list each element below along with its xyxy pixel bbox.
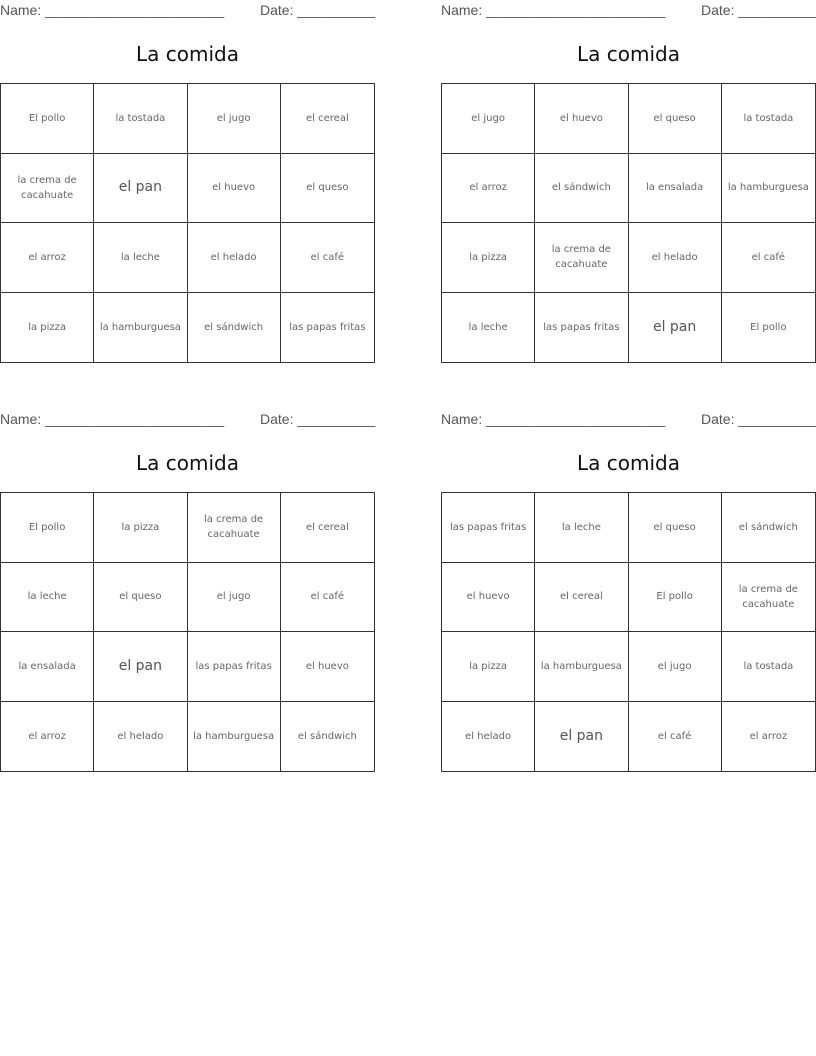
- bingo-cell: el pan: [629, 293, 722, 363]
- bingo-cell: la pizza: [1, 293, 94, 363]
- bingo-cell: las papas fritas: [535, 293, 628, 363]
- bingo-cell: la leche: [1, 563, 94, 633]
- bingo-cell: el queso: [629, 84, 722, 154]
- card-title: La comida: [577, 451, 680, 475]
- bingo-cell: el arroz: [1, 702, 94, 772]
- name-field-label: Name: _______________________: [441, 411, 666, 427]
- bingo-cell: la crema de cacahuate: [722, 563, 815, 633]
- card-title: La comida: [577, 42, 680, 66]
- name-date-row: [441, 411, 816, 429]
- bingo-cell: el sándwich: [722, 493, 815, 563]
- bingo-grid: [441, 83, 816, 363]
- bingo-cell: el arroz: [749, 730, 788, 742]
- bingo-cell: la crema de cacahuate: [188, 493, 281, 563]
- bingo-cell: El pollo: [1, 493, 94, 563]
- bingo-cell: el helado: [94, 702, 187, 772]
- date-field-label: Date: __________: [701, 2, 816, 18]
- bingo-cell: el helado: [442, 702, 535, 772]
- bingo-cell: el cereal: [535, 563, 628, 633]
- bingo-cell: el queso: [281, 154, 374, 224]
- bingo-cell: el huevo: [442, 563, 535, 633]
- bingo-cell: el cereal: [281, 84, 374, 154]
- bingo-cell: la pizza: [442, 632, 535, 702]
- bingo-cell: el sándwich: [297, 730, 357, 742]
- name-field-label: Name: _______________________: [0, 2, 225, 18]
- bingo-cell: la tostada: [722, 84, 815, 154]
- bingo-cell: el cereal: [281, 493, 374, 563]
- bingo-cell: la leche: [94, 223, 187, 293]
- bingo-cell: el arroz: [1, 223, 94, 293]
- bingo-cell: el helado: [188, 223, 281, 293]
- bingo-cell: el jugo: [188, 84, 281, 154]
- bingo-cell: la tostada: [94, 84, 187, 154]
- card-title: La comida: [136, 451, 239, 475]
- bingo-cell: el café: [722, 223, 815, 293]
- date-field-label: Date: __________: [701, 411, 816, 427]
- bingo-cell: el sándwich: [188, 293, 281, 363]
- date-field-label: Date: __________: [260, 2, 376, 18]
- bingo-cell: el helado: [629, 223, 722, 293]
- bingo-cell: la leche: [442, 293, 535, 363]
- bingo-cell: la crema de cacahuate: [535, 223, 628, 293]
- bingo-cell: la crema de cacahuate: [1, 154, 94, 224]
- bingo-cell: el pan: [535, 702, 628, 772]
- bingo-cell: la ensalada: [1, 632, 94, 702]
- bingo-grid: [441, 492, 816, 772]
- bingo-cell: el jugo: [442, 84, 535, 154]
- bingo-cell: el huevo: [535, 84, 628, 154]
- bingo-cell: la leche: [535, 493, 628, 563]
- name-date-row: [0, 2, 375, 20]
- bingo-cell: el pan: [94, 632, 187, 702]
- bingo-cell: las papas fritas: [289, 321, 366, 333]
- bingo-cell: el huevo: [281, 632, 374, 702]
- bingo-cell: El pollo: [1, 84, 94, 154]
- bingo-cell: el jugo: [629, 632, 722, 702]
- bingo-cell: El pollo: [629, 563, 722, 633]
- bingo-cell: la ensalada: [629, 154, 722, 224]
- bingo-cell: El pollo: [750, 321, 787, 333]
- bingo-cell: el arroz: [442, 154, 535, 224]
- bingo-cell: el sándwich: [535, 154, 628, 224]
- bingo-cell: el pan: [94, 154, 187, 224]
- bingo-grid: [0, 492, 375, 772]
- bingo-cell: la hamburguesa: [722, 154, 815, 224]
- bingo-cell: el café: [281, 563, 374, 633]
- bingo-grid: [0, 83, 375, 363]
- bingo-cell: la hamburguesa: [535, 632, 628, 702]
- name-date-row: [0, 411, 375, 429]
- name-field-label: Name: _______________________: [441, 2, 666, 18]
- name-field-label: Name: _______________________: [0, 411, 225, 427]
- bingo-cell: el queso: [94, 563, 187, 633]
- bingo-cell: el café: [629, 702, 722, 772]
- bingo-cell: las papas fritas: [442, 493, 535, 563]
- bingo-cell: el jugo: [188, 563, 281, 633]
- bingo-cell: la pizza: [94, 493, 187, 563]
- bingo-cell: las papas fritas: [188, 632, 281, 702]
- bingo-cell: el huevo: [188, 154, 281, 224]
- bingo-cell: la pizza: [442, 223, 535, 293]
- name-date-row: [441, 2, 816, 20]
- bingo-cell: la tostada: [722, 632, 815, 702]
- bingo-cell: la hamburguesa: [188, 702, 281, 772]
- bingo-cell: la hamburguesa: [94, 293, 187, 363]
- date-field-label: Date: __________: [260, 411, 376, 427]
- bingo-cell: el queso: [629, 493, 722, 563]
- card-title: La comida: [136, 42, 239, 66]
- bingo-cell: el café: [281, 223, 374, 293]
